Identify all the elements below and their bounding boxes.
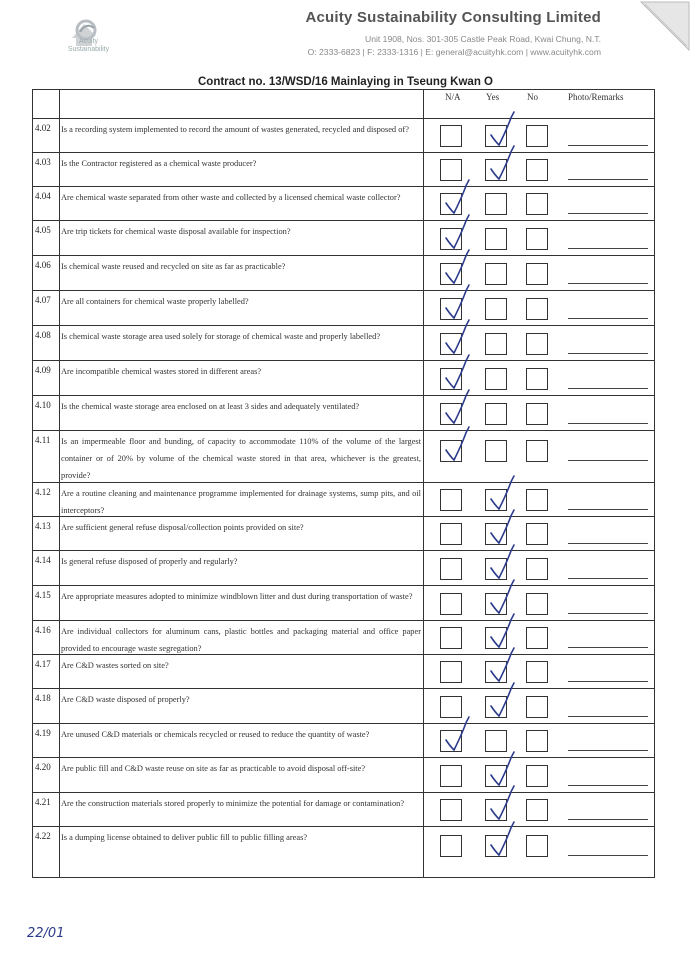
checkbox-na[interactable] (440, 489, 462, 511)
table-row (33, 220, 654, 256)
remarks-line[interactable] (568, 681, 648, 682)
remarks-line[interactable] (568, 819, 648, 820)
remarks-line[interactable] (568, 750, 648, 751)
table-row (33, 186, 654, 221)
remarks-line[interactable] (568, 423, 648, 424)
checkbox-yes[interactable] (485, 403, 507, 425)
page-curl-icon (639, 0, 691, 52)
row-question: Are sufficient general refuse disposal/collection points provided on site? (61, 523, 304, 532)
row-number: 4.14 (35, 555, 51, 565)
row-question: Is general refuse disposed of properly and regularly? (61, 557, 238, 566)
table-row (33, 792, 654, 827)
checkbox-no[interactable] (526, 228, 548, 250)
checkbox-no[interactable] (526, 440, 548, 462)
handwritten-note: 22/01 (27, 926, 65, 941)
table-row (33, 757, 654, 793)
row-number: 4.07 (35, 295, 51, 305)
checkbox-yes[interactable] (485, 193, 507, 215)
checkbox-no[interactable] (526, 661, 548, 683)
checkbox-no[interactable] (526, 333, 548, 355)
row-question: Are appropriate measures adopted to minimize windblown litter and dust during transportation of waste? (61, 592, 413, 601)
row-question: Are unused C&D materials or chemicals recycled or reused to reduce the quantity of waste? (61, 730, 370, 739)
row-question: Are C&D waste disposed of properly? (61, 695, 190, 704)
table-row (33, 395, 654, 431)
row-question: Is the Contractor registered as a chemical waste producer? (61, 159, 257, 168)
logo-text: Acuity Sustainability (67, 38, 110, 53)
table-row (33, 585, 654, 621)
row-number: 4.08 (35, 330, 51, 340)
checkbox-na[interactable] (440, 523, 462, 545)
checkbox-na[interactable] (440, 593, 462, 615)
row-number: 4.02 (35, 123, 51, 133)
checkmark-icon (487, 145, 521, 187)
row-question: Is a recording system implemented to record the amount of wastes generated, recycled and disposed of? (61, 125, 409, 134)
checkbox-no[interactable] (526, 193, 548, 215)
row-question: Is chemical waste storage area used solely for storage of chemical waste and properly labelled? (61, 332, 381, 341)
checkmark-icon (442, 716, 476, 758)
checkbox-no[interactable] (526, 835, 548, 857)
company-address (308, 33, 601, 59)
row-number: 4.11 (35, 435, 51, 445)
row-number: 4.05 (35, 225, 51, 235)
table-row (33, 325, 654, 361)
row-question: Is an impermeable floor and bunding, of capacity to accommodate 110% of the volume of the largest container or of 20% by volume of the chemical waste stored in that area, whichever is the greatest, provide? (61, 437, 421, 480)
table-row (33, 688, 654, 724)
checkbox-yes[interactable] (485, 263, 507, 285)
table-row (33, 290, 654, 326)
checkbox-na[interactable] (440, 661, 462, 683)
checkbox-yes[interactable] (485, 368, 507, 390)
checklist-table (32, 89, 655, 878)
table-row (33, 826, 654, 865)
checkbox-no[interactable] (526, 523, 548, 545)
table-row (33, 430, 654, 483)
remarks-line[interactable] (568, 213, 648, 214)
table-row (33, 550, 654, 586)
checkbox-no[interactable] (526, 593, 548, 615)
checkbox-yes[interactable] (485, 730, 507, 752)
checkbox-no[interactable] (526, 368, 548, 390)
checkmark-icon (442, 426, 476, 468)
row-question: Are incompatible chemical wastes stored in different areas? (61, 367, 262, 376)
checkbox-na[interactable] (440, 558, 462, 580)
header-no: No (527, 92, 538, 102)
row-number: 4.16 (35, 625, 51, 635)
row-question: Are chemical waste separated from other waste and collected by a licensed chemical waste collector? (61, 193, 401, 202)
remarks-line[interactable] (568, 179, 648, 180)
row-number: 4.13 (35, 521, 51, 531)
checkbox-na[interactable] (440, 799, 462, 821)
checkbox-na[interactable] (440, 835, 462, 857)
remarks-line[interactable] (568, 509, 648, 510)
row-number: 4.15 (35, 590, 51, 600)
checkbox-no[interactable] (526, 558, 548, 580)
remarks-line[interactable] (568, 145, 648, 146)
checkbox-no[interactable] (526, 125, 548, 147)
checkbox-no[interactable] (526, 696, 548, 718)
row-number: 4.03 (35, 157, 51, 167)
checkbox-na[interactable] (440, 159, 462, 181)
checkbox-na[interactable] (440, 765, 462, 787)
checkbox-no[interactable] (526, 799, 548, 821)
checkbox-no[interactable] (526, 489, 548, 511)
checkbox-na[interactable] (440, 627, 462, 649)
company-name: Acuity Sustainability Consulting Limited (305, 9, 601, 26)
checkmark-icon (442, 389, 476, 431)
checkbox-no[interactable] (526, 765, 548, 787)
row-question: Are trip tickets for chemical waste disposal available for inspection? (61, 227, 291, 236)
checkbox-no[interactable] (526, 403, 548, 425)
checkmark-icon (487, 821, 521, 863)
row-number: 4.09 (35, 365, 51, 375)
checkbox-no[interactable] (526, 263, 548, 285)
checkbox-no[interactable] (526, 730, 548, 752)
checkbox-yes[interactable] (485, 228, 507, 250)
remarks-line[interactable] (568, 543, 648, 544)
remarks-line[interactable] (568, 716, 648, 717)
row-question: Is chemical waste reused and recycled on site as far as practicable? (61, 262, 286, 271)
checkmark-icon (487, 682, 521, 724)
checkbox-no[interactable] (526, 159, 548, 181)
remarks-line[interactable] (568, 855, 648, 856)
table-row (33, 118, 654, 153)
checkbox-yes[interactable] (485, 440, 507, 462)
checkbox-no[interactable] (526, 298, 548, 320)
table-row (33, 723, 654, 758)
row-number: 4.06 (35, 260, 51, 270)
table-row (33, 654, 654, 689)
row-number: 4.21 (35, 797, 51, 807)
table-row (33, 152, 654, 187)
remarks-line[interactable] (568, 318, 648, 319)
remarks-line[interactable] (568, 353, 648, 354)
document-title: Contract no. 13/WSD/16 Mainlaying in Tseung Kwan O (198, 76, 493, 88)
table-row (33, 620, 654, 655)
row-number: 4.20 (35, 762, 51, 772)
table-row (33, 482, 654, 517)
table-row (33, 360, 654, 396)
row-number: 4.12 (35, 487, 51, 497)
row-number: 4.10 (35, 400, 51, 410)
row-number: 4.22 (35, 831, 51, 841)
checkbox-yes[interactable] (485, 333, 507, 355)
row-number: 4.18 (35, 693, 51, 703)
row-question: Is a dumping license obtained to deliver public fill to public filling areas? (61, 833, 308, 842)
checkbox-no[interactable] (526, 627, 548, 649)
header-na: N/A (445, 92, 461, 102)
remarks-line[interactable] (568, 460, 648, 461)
row-number: 4.04 (35, 191, 51, 201)
row-question: Are individual collectors for aluminum cans, plastic bottles and packaging material and office paper provided to encourage waste segregation? (61, 627, 421, 653)
row-question: Are the construction materials stored properly to minimize the potential for damage or contamination? (61, 799, 405, 808)
header-remarks: Photo/Remarks (568, 92, 624, 102)
remarks-line[interactable] (568, 578, 648, 579)
row-question: Is the chemical waste storage area enclosed on at least 3 sides and adequately ventilated? (61, 402, 360, 411)
checkbox-na[interactable] (440, 696, 462, 718)
checkbox-na[interactable] (440, 125, 462, 147)
row-number: 4.17 (35, 659, 51, 669)
remarks-line[interactable] (568, 248, 648, 249)
remarks-line[interactable] (568, 388, 648, 389)
remarks-line[interactable] (568, 785, 648, 786)
row-question: Are a routine cleaning and maintenance programme implemented for drainage systems, sump pits, and oil interceptors? (61, 489, 421, 515)
address-line: Unit 1908, Nos. 301-305 Castle Peak Road, Kwai Chung, N.T. (365, 34, 601, 44)
contact-line: O: 2333-6823 | F: 2333-1316 | E: general@acuityhk.com | www.acuityhk.com (307, 47, 601, 57)
checkbox-yes[interactable] (485, 298, 507, 320)
table-row (33, 255, 654, 291)
row-question: Are C&D wastes sorted on site? (61, 661, 169, 670)
remarks-line[interactable] (568, 613, 648, 614)
header-yes: Yes (486, 92, 500, 102)
row-question: Are all containers for chemical waste properly labelled? (61, 297, 249, 306)
row-number: 4.19 (35, 728, 51, 738)
table-row (33, 516, 654, 551)
remarks-line[interactable] (568, 647, 648, 648)
remarks-line[interactable] (568, 283, 648, 284)
row-question: Are public fill and C&D waste reuse on site as far as practicable to avoid disposal off-site? (61, 764, 366, 773)
